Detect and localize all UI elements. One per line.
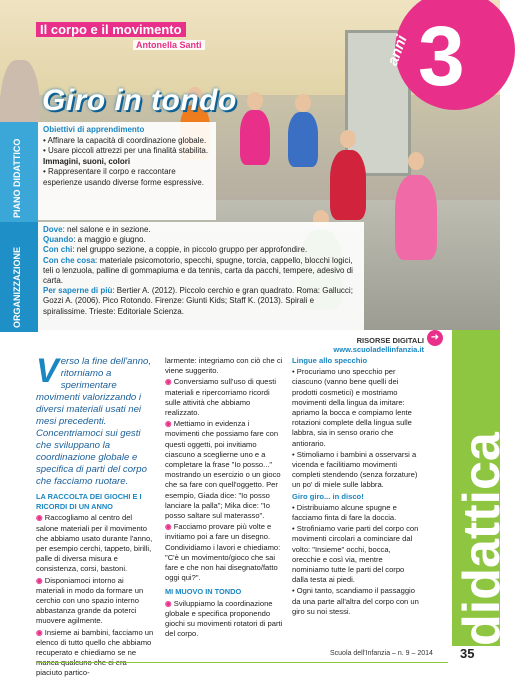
photo-child-head	[408, 152, 424, 170]
quando-label: Quando	[43, 235, 74, 245]
obiettivi-title: Obiettivi di apprendimento	[43, 125, 145, 134]
paragraph: • Stimoliamo i bambini a osservarsi a vicenda e facilitiamo movimenti completi stendendo (senza forzature) un po' di miele sulle labbra.	[292, 449, 418, 490]
tab-piano-didattico	[0, 122, 38, 222]
paragraph	[165, 419, 283, 521]
dove-label: Dove	[43, 225, 63, 234]
paragraph-text: Mettiamo in evidenza i movimenti che possiamo fare con questi oggetti, poi invitiamo ciascuno a sceglierne uno e a completare la frase "Io posso..." mostrando un esercizio o un gioco che sa fare con quell'oggetto. Per esempio, Giada dice: "Io posso lanciare la palla"; Mika dice: "Io posso saltare sul materasso".	[165, 419, 281, 521]
paragraph	[36, 628, 154, 679]
paragraph-text: Disponiamoci intorno ai materiali in modo da formare un cerchio con uno spazio interno abbastanza grande da poterci muovere agilmente.	[36, 575, 144, 626]
dove-line	[43, 225, 359, 235]
paragraph-text: Insieme ai bambini, facciamo un elenco di tutto quello che abbiamo recuperato e chiediamo se ne piaciuto partico-	[36, 627, 154, 678]
photo-child	[240, 110, 270, 165]
paragraph-text: Conversiamo sull'uso di questi materiali e ripercorriamo ricordi sulle attività che abbiamo realizzato.	[165, 377, 277, 418]
conchi-line	[43, 245, 359, 255]
footer-text: Scuola dell'Infanzia – n. 9 – 2014	[330, 650, 433, 657]
tab-org-label: ORGANIZZAZIONE	[12, 247, 22, 328]
paragraph: • Ogni tanto, scandiamo il passaggio da una parte all'altra del corpo con un giro su noi stessi.	[292, 586, 419, 616]
drop-cap: V	[36, 352, 59, 390]
piano-didattico-box	[38, 122, 216, 220]
organizzazione-box	[38, 222, 364, 330]
author: Antonella Santi	[133, 40, 205, 50]
paragraph	[165, 522, 283, 583]
photo-child-head	[340, 130, 356, 148]
photo-child	[288, 112, 318, 167]
footer-divider	[36, 662, 448, 663]
column-2	[165, 356, 283, 640]
paragraph-text: Raccogliamo al centro del salone materiali per il movimento che abbiamo usato durante l'anno, per esempio cerchi, tappeto, birilli, palle di diversa misura e consistenza, corsi, bastoni.	[36, 513, 153, 574]
step-icon: ◉	[165, 598, 174, 608]
section-heading: LA RACCOLTA DEI GIOCHI E I RICORDI DI UN ANNO	[36, 492, 142, 512]
page-number: 35	[460, 646, 475, 661]
photo-child-head	[295, 94, 311, 112]
section-title: Il corpo e il movimento	[36, 22, 186, 37]
age-word: anni	[384, 33, 411, 68]
obiettivo-item: • Affinare la capacità di coordinazione globale.	[43, 135, 207, 145]
immagini-title: Immagini, suoni, colori	[43, 156, 131, 166]
step-icon: ◉	[165, 377, 174, 387]
paragraph: larmente: integriamo con ciò che ci viene suggerito.	[165, 356, 283, 376]
saperne-label: Per saperne di più	[43, 286, 113, 296]
digital-resources[interactable]	[310, 336, 424, 354]
resources-link[interactable]: www.scuoladellinfanzia.it	[333, 345, 424, 354]
conchi-label: Con chi	[43, 245, 73, 255]
tab-organizzazione	[0, 222, 38, 332]
conche-line	[43, 256, 359, 287]
paragraph-text: Facciamo provare più volte e invitiamo poi a fare un disegno. Condividiamo i lavori e chiediamo: "C'è un movimento/gioco che sai fare e che non hai disegnato/fatto oggi qui?".	[165, 522, 281, 583]
step-icon: ◉	[36, 513, 45, 523]
photo-child	[330, 150, 366, 220]
paragraph-text: Sviluppiamo la coordinazione globale e specifica proponendo giochi su movimenti rotatori di parti del corpo.	[165, 598, 283, 639]
column-3	[292, 356, 420, 618]
quando-text: : a maggio e giugno.	[73, 235, 146, 245]
quando-line	[43, 235, 359, 245]
section-heading: Giro giro... in disco!	[292, 491, 364, 501]
conche-label: Con che cosa	[43, 255, 96, 265]
saperne-text: : Bertier A. (2012). Piccolo cerchio e gran quadrato. Roma: Gallucci; Gozzi A. (2006). Pico Rotondo. Firenze: Giunti Kids; Staff K. (2013). Spirali e spiralissime. Trieste: Editoriale Scienza.	[43, 286, 353, 316]
dove-text: : nel salone e in sezione.	[62, 225, 151, 234]
age-number: 3	[418, 9, 465, 103]
paragraph: • Strofiniamo varie parti del corpo con movimenti circolari a cominciare dal volto: "Insieme" occhi, bocca, orecchie e così via, mentre nominiamo tutte le parti del corpo dalla testa ai piedi.	[292, 524, 419, 585]
saperne-line	[43, 286, 359, 317]
step-icon: ◉	[36, 575, 45, 585]
immagini-text: • Rappresentare il corpo e raccontare esperienze usando diverse forme espressive.	[43, 167, 204, 187]
obiettivo-item: • Usare piccoli attrezzi per una finalità stabilita.	[43, 146, 209, 155]
section-heading: Lingue allo specchio	[292, 356, 368, 365]
paragraph	[36, 576, 154, 627]
conchi-text: : nel gruppo sezione, a coppie, in piccolo gruppo per approfondire.	[72, 245, 308, 255]
intro	[36, 352, 154, 488]
paragraph	[36, 513, 154, 574]
section-heading: MI MUOVO IN TONDO	[165, 587, 242, 597]
paragraph: • Distribuiamo alcune spugne e facciamo finta di fare la doccia.	[292, 502, 397, 523]
tab-piano-label: PIANO DIDATTICO	[12, 138, 22, 218]
arrow-icon[interactable]: ➜	[427, 330, 443, 346]
page-title: Giro in tondo	[42, 84, 237, 117]
step-icon: ◉	[36, 627, 45, 637]
photo-child-head	[247, 92, 263, 110]
conche-text: : materiale psicomotorio, specchi, spugne, torcia, cappello, blocchi logici, teli o lenzuola, palline di gommapiuma e da tennis, carta da pacchi, tempere, adesivo di carta.	[43, 255, 353, 286]
paragraph	[165, 377, 283, 418]
intro-text: erso la fine dell'anno, ritorniamo a sperimentare movimenti valorizzando i diversi materiali usati nei mesi precedenti. Concentriamoci sui gesti che sviluppano la coordinazione globale e specifica di parti del corpo che facciamo ruotare.	[36, 356, 152, 487]
column-1	[36, 352, 154, 680]
side-word: didattica	[453, 432, 511, 646]
step-icon: ◉	[165, 522, 174, 532]
photo-child	[395, 175, 437, 260]
paragraph: • Procuriamo uno specchio per ciascuno (vanno bene quelli dei prodotti cosmetici) e mostriamo movimenti della lingua da imitare: apriamo la bocca e compiamo lente rotazioni complete della lingua sulle labbra, sia in senso orario che antiorario.	[292, 367, 412, 448]
step-icon: ◉	[165, 419, 174, 429]
paragraph	[165, 599, 283, 640]
resources-label: RISORSE DIGITALI	[356, 336, 424, 345]
